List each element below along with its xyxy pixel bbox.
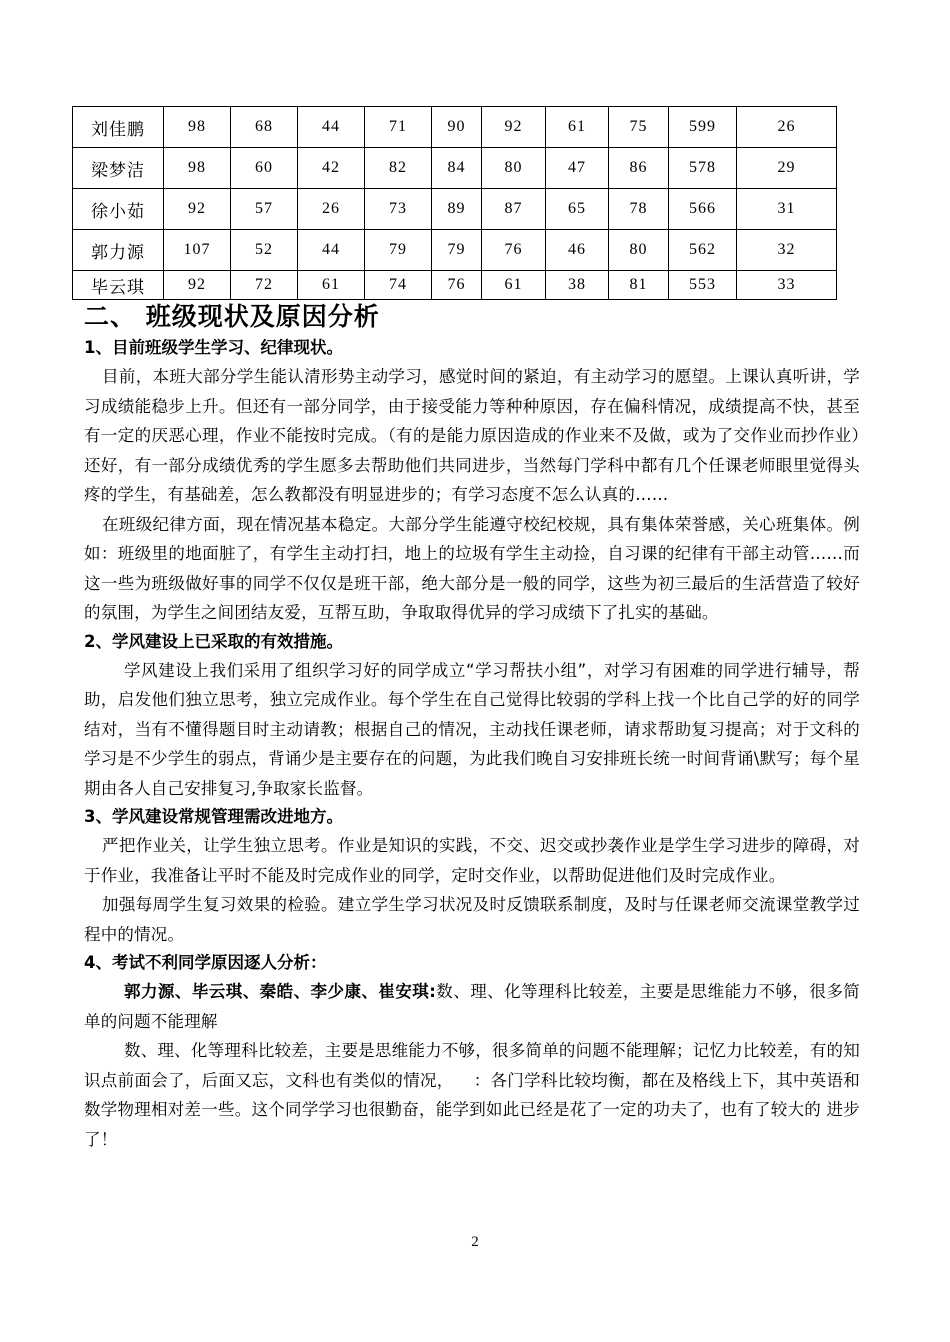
score-cell: 71	[365, 107, 432, 148]
score-cell: 47	[546, 148, 609, 189]
score-cell: 578	[669, 148, 737, 189]
score-cell: 79	[432, 230, 482, 271]
score-cell: 79	[365, 230, 432, 271]
score-cell: 599	[669, 107, 737, 148]
score-cell: 31	[737, 189, 837, 230]
score-cell: 84	[432, 148, 482, 189]
score-cell: 76	[482, 230, 546, 271]
score-cell: 76	[432, 271, 482, 300]
score-cell: 52	[231, 230, 298, 271]
score-cell: 75	[609, 107, 669, 148]
score-table	[72, 106, 837, 300]
table-row	[73, 230, 837, 271]
subsection-1-paragraph-2: 在班级纪律方面，现在情况基本稳定。大部分学生能遵守校纪校规，具有集体荣誉感，关心班集体。例如：班级里的地面脏了，有学生主动打扫，地上的垃圾有学生主动捡，自习课的纪律有干部主动管……而这一些为班级做好事的同学不仅仅是班干部，绝大部分是一般的同学，这些为初三最后的生活营造了较好的氛围，为学生之间团结友爱，互帮互助，争取取得优异的学习成绩下了扎实的基础。	[84, 514, 860, 622]
table-row	[73, 189, 837, 230]
subsection-3-paragraph-1: 严把作业关，让学生独立思考。作业是知识的实践，不交、迟交或抄袭作业是学生学习进步的障碍，对于作业，我准备让平时不能及时完成作业的同学，定时交作业，以帮助促进他们及时完成作业。	[84, 836, 860, 885]
table-row	[73, 148, 837, 189]
score-cell: 73	[365, 189, 432, 230]
score-cell: 89	[432, 189, 482, 230]
subsection-4-paragraph-2	[84, 1036, 860, 1154]
score-cell: 98	[164, 107, 231, 148]
score-cell: 46	[546, 230, 609, 271]
subsection-4-paragraph-1-text: 数、理、化等理科比较差，主要是思维能力不够，很多简单的问题不能理解	[84, 982, 860, 1031]
score-cell: 68	[231, 107, 298, 148]
student-name-cell: 郭力源	[73, 230, 164, 271]
student-names: 郭力源、毕云琪、秦皓、李少康、崔安琪:	[124, 982, 437, 1001]
score-cell: 90	[432, 107, 482, 148]
subsection-4-paragraph-2-part-a: 数、理、化等理科比较差，主要是思维能力不够，很多简单的问题不能理解；记忆力比较差，有的知识点前面会了，后面又忘，文科也有类似的情况，	[84, 1041, 860, 1090]
score-cell: 80	[482, 148, 546, 189]
score-cell: 72	[231, 271, 298, 300]
score-cell: 32	[737, 230, 837, 271]
score-cell: 38	[546, 271, 609, 300]
subsection-3-paragraph-2: 加强每周学生复习效果的检验。建立学生学习状况及时反馈联系制度，及时与任课老师交流课堂教学过程中的情况。	[84, 895, 860, 944]
subsection-2-paragraph-1: 学风建设上我们采用了组织学习好的同学成立“学习帮扶小组”，对学习有困难的同学进行辅导，帮助，启发他们独立思考，独立完成作业。每个学生在自己觉得比较弱的学科上找一个比自己学的好的同学结对，当有不懂得题目时主动请教；根据自己的情况，主动找任课老师，请求帮助复习提高；对于文科的学习是不少学生的弱点，背诵少是主要存在的问题，为此我们晚自习安排班长统一时间背诵\默写；每个星期由各人自己安排复习,争取家长监督。	[84, 660, 860, 798]
student-name-cell: 刘佳鹏	[73, 107, 164, 148]
page-number: 2	[471, 1234, 479, 1250]
score-cell: 78	[609, 189, 669, 230]
score-cell: 92	[164, 189, 231, 230]
score-cell: 81	[609, 271, 669, 300]
score-cell: 44	[298, 107, 365, 148]
score-cell: 82	[365, 148, 432, 189]
subsection-2-heading: 2、学风建设上已采取的有效措施。	[84, 631, 343, 651]
subsection-4-paragraph-2-part-b: ：各门学科比较均衡，都在及格线上下，其中英语和数学物理相对差一些。这个同学学习也很勤奋，能学到如此已经是花了一定的功夫了，也有了较大的 进步了！	[84, 1070, 860, 1149]
score-cell: 61	[546, 107, 609, 148]
score-cell: 42	[298, 148, 365, 189]
table-row	[73, 271, 837, 300]
score-cell: 65	[546, 189, 609, 230]
score-cell: 87	[482, 189, 546, 230]
score-table-body	[73, 107, 837, 300]
score-cell: 26	[298, 189, 365, 230]
score-cell: 86	[609, 148, 669, 189]
score-cell: 44	[298, 230, 365, 271]
student-name-cell: 徐小茹	[73, 189, 164, 230]
score-cell: 562	[669, 230, 737, 271]
score-cell: 26	[737, 107, 837, 148]
subsection-4-paragraph-1	[84, 977, 860, 1036]
score-cell: 107	[164, 230, 231, 271]
score-cell: 98	[164, 148, 231, 189]
table-row	[73, 107, 837, 148]
subsection-4-heading: 4、考试不利同学原因逐人分析：	[84, 953, 327, 972]
score-cell: 57	[231, 189, 298, 230]
section-title: 二、 班级现状及原因分析	[84, 302, 380, 331]
score-cell: 80	[609, 230, 669, 271]
score-cell: 553	[669, 271, 737, 300]
score-cell: 29	[737, 148, 837, 189]
score-cell: 33	[737, 271, 837, 300]
score-cell: 60	[231, 148, 298, 189]
subsection-1-paragraph-1: 目前，本班大部分学生能认清形势主动学习，感觉时间的紧迫，有主动学习的愿望。上课认真听讲，学习成绩能稳步上升。但还有一部分同学，由于接受能力等种种原因，存在偏科情况，成绩提高不快，甚至有一定的厌恶心理，作业不能按时完成。（有的是能力原因造成的作业来不及做，或为了交作业而抄作业）还好，有一部分成绩优秀的学生愿多去帮助他们共同进步，当然每门学科中都有几个任课老师眼里觉得头疼的学生，有基础差，怎么教都没有明显进步的；有学习态度不怎么认真的……	[84, 367, 860, 504]
score-cell: 92	[164, 271, 231, 300]
student-name-cell: 梁梦洁	[73, 148, 164, 189]
student-name-cell: 毕云琪	[73, 271, 164, 300]
score-cell: 61	[482, 271, 546, 300]
score-cell: 61	[298, 271, 365, 300]
subsection-3-heading: 3、学风建设常规管理需改进地方。	[84, 807, 343, 826]
score-cell: 92	[482, 107, 546, 148]
main-content	[84, 300, 860, 1154]
subsection-1-heading: 1、目前班级学生学习、纪律现状。	[84, 338, 343, 357]
score-cell: 74	[365, 271, 432, 300]
score-cell: 566	[669, 189, 737, 230]
